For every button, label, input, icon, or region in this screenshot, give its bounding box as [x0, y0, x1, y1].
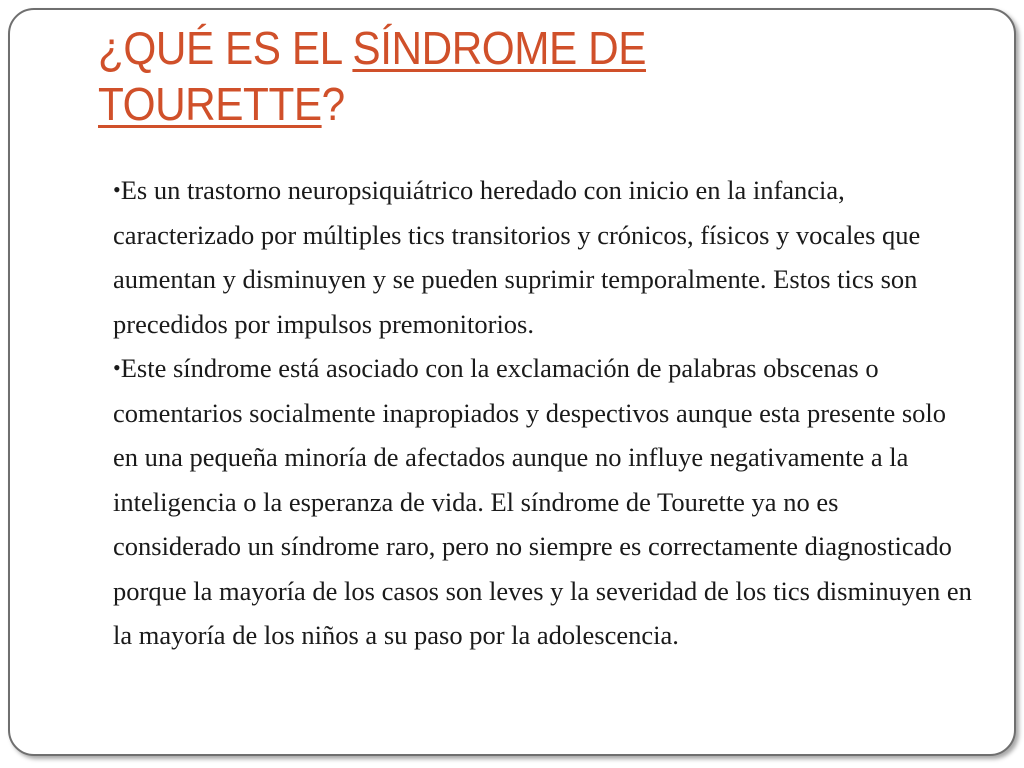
bullet-text: Este síndrome está asociado con la exclamación de palabras obscenas o comentarios socialmente inapropiados y despectivos aunque esta presente solo en una pequeña minoría de afectados aunque no influye negativamente a la inteligencia o la esperanza de vida. El síndrome de Tourette ya no es considerado un síndrome raro, pero no siempre es correctamente diagnosticado porque la mayoría de los casos son leves y la severidad de los tics disminuyen en la mayoría de los niños a su paso por la adolescencia. [113, 353, 972, 650]
slide-body [113, 168, 973, 658]
title-suffix: ? [321, 78, 345, 130]
slide-title [98, 20, 889, 132]
bullet-icon: • [113, 355, 121, 380]
bullet-icon: • [113, 177, 121, 202]
bullet-item [113, 346, 973, 658]
title-link-syndrome[interactable]: SÍNDROME DE [352, 22, 646, 74]
title-prefix: ¿QUÉ ES EL [98, 22, 353, 74]
title-link-tourette[interactable]: TOURETTE [98, 78, 322, 130]
bullet-text: Es un trastorno neuropsiquiátrico heredado con inicio en la infancia, caracterizado por múltiples tics transitorios y crónicos, físicos y vocales que aumentan y disminuyen y se pueden suprimir temporalmente. Estos tics son precedidos por impulsos premonitorios. [113, 175, 921, 339]
bullet-item [113, 168, 973, 346]
